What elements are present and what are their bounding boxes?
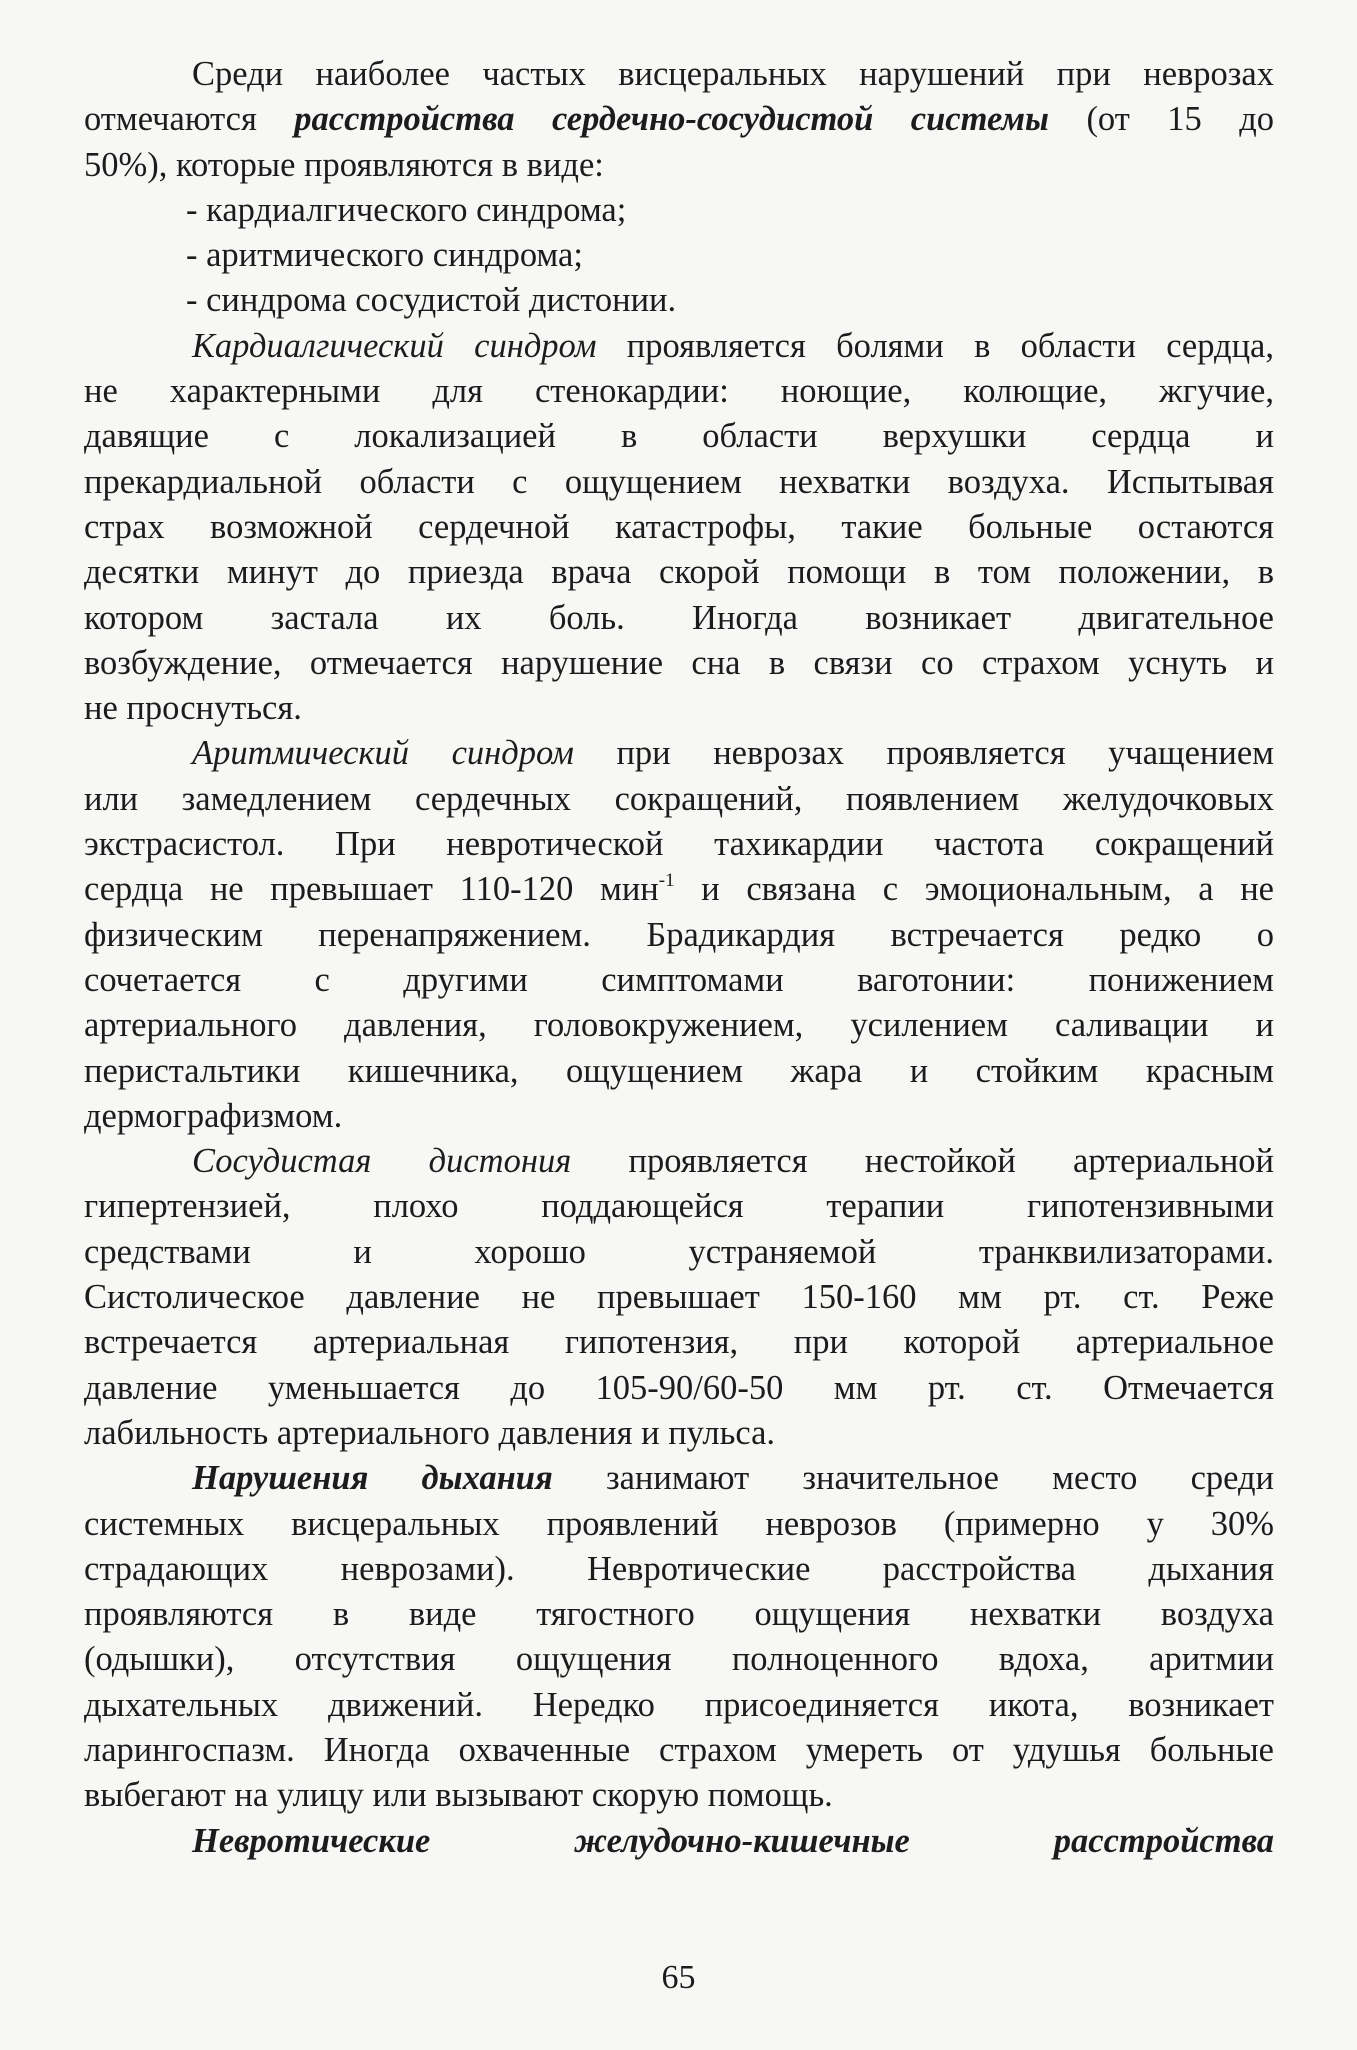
emphasis-text: Сосудистая дистония [192,1142,572,1181]
emphasis-text: расстройства сердечно-сосудистой системы [294,100,1049,139]
paragraph-cardialgic-syndrome [84,324,1274,732]
emphasis-text: Аритмический синдром [192,734,574,773]
emphasis-text: Нарушения дыхания [192,1459,553,1498]
text-run: Систолическое давление не превышает 150-160 мм рт. ст. Реже [84,1278,1274,1317]
list-item-dystonia [84,278,1274,323]
text-run: котором застала их боль. Иногда возникает двигательное [84,598,1274,637]
paragraph-arrhythmic-syndrome [84,731,1274,1139]
page-number: 65 [661,1959,696,1996]
text-run: дыхательных движений. Нередко присоединяется икота, возникает [84,1685,1274,1724]
text-run: не проснуться. [84,689,302,728]
text-line [84,1275,1274,1320]
text-run: - синдрома сосудистой дистонии. [186,281,677,320]
text-line [84,1592,1274,1637]
text-line [84,1094,1274,1139]
text-run: системных висцеральных проявлений неврозов (примерно у 30% [84,1504,1274,1543]
text-run: физическим перенапряжением. Брадикардия встречается редко о [84,915,1274,954]
text-line [84,1230,1274,1275]
text-run: сочетается с другими симптомами ваготонии: понижением [84,960,1274,999]
text-run: встречается артериальная гипотензия, при которой артериальное [84,1323,1274,1362]
body-text [84,52,1274,1864]
text-line [84,143,1274,188]
text-line [84,505,1274,550]
text-line [84,1773,1274,1818]
text-run: Среди наиболее частых висцеральных нарушений при неврозах [192,55,1274,93]
text-line [84,1139,1274,1184]
text-run: - кардиалгического синдрома; [186,190,627,229]
text-run: не характерными для стенокардии: ноющие, колющие, жгучие, [84,372,1274,411]
text-line [84,1819,1274,1864]
text-line [84,777,1274,822]
text-run: и связана с эмоциональным, а не [674,870,1274,909]
text-line [84,324,1274,369]
text-run: страдающих неврозами). Невротические расстройства дыхания [84,1549,1274,1588]
text-run: отмечаются [84,100,295,139]
text-line [84,1003,1274,1048]
text-run: возбуждение, отмечается нарушение сна в связи со страхом уснуть и [84,643,1274,682]
text-line [84,1728,1274,1773]
text-run: страх возможной сердечной катастрофы, такие больные остаются [84,507,1274,546]
list-item-cardialgic [84,188,1274,233]
text-line [84,1637,1274,1682]
text-line [84,414,1274,459]
text-line [84,369,1274,414]
text-run: (от 15 до [1049,100,1275,139]
text-line [84,52,1274,97]
text-line [84,1502,1274,1547]
text-run: выбегают на улицу или вызывают скорую помощь. [84,1776,833,1815]
text-run: экстрасистол. При невротической тахикардии частота сокращений [84,825,1274,864]
text-line [84,596,1274,641]
text-run: при неврозах проявляется учащением [573,734,1275,773]
text-run: десятки минут до приезда врача скорой помощи в том положении, в [84,553,1274,592]
text-run: (одышки), отсутствия ощущения полноценного вдоха, аритмии [84,1640,1274,1679]
text-run: средствами и хорошо устраняемой транквилизаторами. [84,1232,1274,1271]
text-run: артериального давления, головокружением, усилением саливации и [84,1006,1274,1045]
text-run: проявляется болями в области сердца, [596,326,1274,365]
text-run: ларингоспазм. Иногда охваченные страхом умереть от удушья больные [84,1730,1274,1769]
text-line [84,1456,1274,1501]
text-line [84,460,1274,505]
paragraph-breathing-disorders [84,1456,1274,1818]
emphasis-text: Невротические желудочно-кишечные расстройства [192,1821,1274,1860]
text-line [84,233,1274,278]
text-line [84,867,1274,912]
text-line [84,913,1274,958]
text-line [84,1547,1274,1592]
text-line [84,641,1274,686]
text-run: гипертензией, плохо поддающейся терапии гипотензивными [84,1187,1274,1226]
list-item-arrhythmic [84,233,1274,278]
paragraph-vascular-dystonia [84,1139,1274,1456]
text-run: 50%), которые проявляются в виде: [84,145,604,184]
text-line [84,1049,1274,1094]
text-line [84,1320,1274,1365]
emphasis-text: Кардиалгический синдром [192,326,597,365]
text-run: давящие с локализацией в области верхушки сердца и [84,417,1274,456]
text-line [84,822,1274,867]
text-run: давление уменьшается до 105-90/60-50 мм рт. ст. Отмечается [84,1368,1274,1407]
text-line [84,686,1274,731]
text-run: занимают значительное место среди [552,1459,1275,1498]
text-line [84,188,1274,233]
text-line [84,1366,1274,1411]
text-run: дермографизмом. [84,1096,343,1135]
text-run: проявляется нестойкой артериальной [571,1142,1274,1181]
text-line [84,97,1274,142]
text-line [84,958,1274,1003]
text-run: перистальтики кишечника, ощущением жара и стойким красным [84,1051,1274,1090]
paragraph-intro [84,52,1274,188]
paragraph-gastrointestinal-heading [84,1819,1274,1864]
text-run: проявляются в виде тягостного ощущения нехватки воздуха [84,1595,1274,1634]
text-run: - аритмического синдрома; [186,236,583,275]
text-line [84,1184,1274,1229]
text-run: сердца не превышает 110-120 мин [84,870,659,909]
text-line [84,731,1274,776]
text-line [84,550,1274,595]
text-run: прекардиальной области с ощущением нехватки воздуха. Испытывая [84,462,1274,501]
text-line [84,278,1274,323]
superscript: -1 [658,870,675,892]
text-line [84,1683,1274,1728]
text-run: или замедлением сердечных сокращений, появлением желудочковых [84,779,1274,818]
text-line [84,1411,1274,1456]
text-run: лабильность артериального давления и пульса. [84,1413,776,1452]
